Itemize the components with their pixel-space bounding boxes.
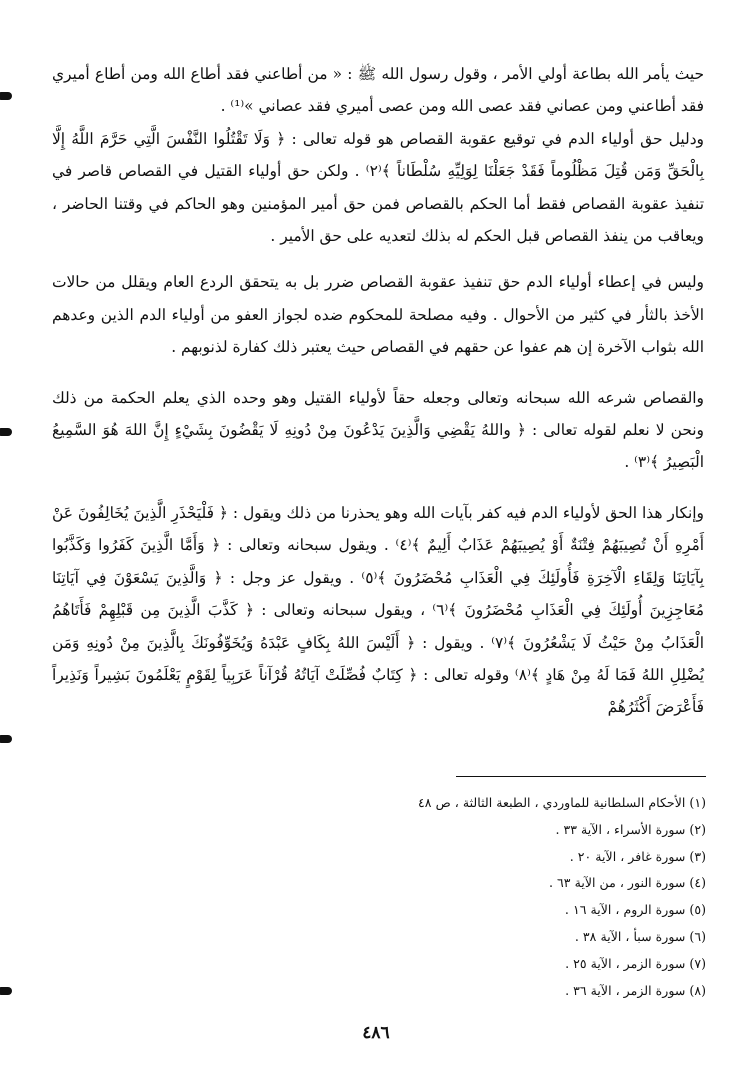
footnote-6: (٦) سورة سبأ ، الآية ٣٨ . bbox=[574, 928, 706, 944]
scan-edge-mark bbox=[0, 987, 14, 997]
footnote-4: (٤) سورة النور ، من الآية ٦٣ . bbox=[549, 875, 706, 891]
footnote-3: (٣) سورة غافر ، الآية ٢٠ . bbox=[569, 848, 706, 864]
footnote-divider bbox=[456, 776, 706, 777]
scan-edge-mark bbox=[0, 92, 14, 102]
page-number: ٤٨٦ bbox=[362, 1023, 390, 1043]
footnote-7: (٧) سورة الزمر ، الآية ٢٥ . bbox=[565, 955, 706, 971]
footnotes bbox=[300, 790, 706, 1004]
scan-edge-mark bbox=[0, 428, 14, 438]
footnote-1: (١) الأحكام السلطانية للماوردي ، الطبعة الثالثة ، ص ٤٨ bbox=[418, 795, 706, 810]
paragraph-deterrence: وليس في إعطاء أولياء الدم حق تنفيذ عقوبة القصاص ضرر بل به يتحقق الردع العام ويقلل من حالات الأخذ بالثأر في كثير من الأحوال . وفيه مصلحة للمحكوم ضده لجواز العفو من أولياء الدم الذين وعدهم الله بثواب الآخرة إن هم عفوا عن حقهم في القصاص حيث يعتبر ذلك كفارة لذنوبهم . bbox=[52, 273, 704, 357]
paragraph-evidence: ودليل حق أولياء الدم في توقيع عقوبة القصاص هو قوله تعالى : ﴿ وَلَا تَقْتُلُوا النَّفْسَ الَّتِي حَرَّمَ اللَّهُ إِلَّا بِالْحَقِّ وَمَن قُتِلَ مَظْلُوماً فَقَدْ جَعَلْنَا لِوَلِيِّهِ سُلْطَاناً ﴾⁽٢⁾ . ولكن حق أولياء القتيل في القصاص قاصر في تنفيذ عقوبة القصاص فقط أما الحكم بالقصاص فمن حق أمير المؤمنين وهو الحاكم في وقتنا الحاضر ، ويعاقب من ينفذ القصاص قبل الحكم له بذلك لتعديه على حق الأمير . bbox=[52, 129, 704, 246]
scan-edge-mark bbox=[0, 735, 14, 745]
footnote-8: (٨) سورة الزمر ، الآية ٣٦ . bbox=[565, 982, 706, 998]
main-text bbox=[52, 58, 704, 724]
paragraph-wisdom: والقصاص شرعه الله سبحانه وتعالى وجعله حقاً لأولياء القتيل وهو وحده الذي يعلم الحكمة من ذلك ونحن لا نعلم لقوله تعالى : ﴿ واللهُ يَقْضِي وَالَّذِينَ يَدْعُونَ مِنْ دُونِهِ لَا يَقْضُونَ بِشَيْءٍ إِنَّ اللهَ هُوَ السَّمِيعُ الْبَصِيرُ ﴾⁽٣⁾ . bbox=[52, 388, 704, 472]
paragraph-denial: وإنكار هذا الحق لأولياء الدم فيه كفر بآيات الله وهو يحذرنا من ذلك ويقول : ﴿ فَلْيَحْذَرِ الَّذِينَ يُخَالِفُونَ عَنْ أَمْرِهِ أَنْ تُصِيبَهُمْ فِتْنَةٌ أَوْ يُصِيبَهُمْ عَذَابٌ أَلِيمٌ ﴾⁽٤⁾ . ويقول سبحانه وتعالى : ﴿ وَأَمَّا الَّذِينَ كَفَرُوا وَكَذَّبُوا بِآيَاتِنَا وَلِقَاءِ الْآخِرَةِ فَأُولَئِكَ فِي الْعَذَابِ مُحْضَرُونَ ﴾⁽٥⁾ . ويقول عز وجل : ﴿ وَالَّذِينَ يَسْعَوْنَ فِي آيَاتِنَا مُعَاجِزِينَ أُولَئِكَ فِي الْعَذَابِ مُحْضَرُونَ ﴾⁽٦⁾ ، ويقول سبحانه وتعالى : ﴿ كَذَّبَ الَّذِينَ مِن قَبْلِهِمْ فَأَتَاهُمُ الْعَذَابُ مِنْ حَيْثُ لَا يَشْعُرُونَ ﴾⁽٧⁾ . ويقول : ﴿ أَلَيْسَ اللهُ بِكَافٍ عَبْدَهُ وَيُخَوِّفُونَكَ بِالَّذِينَ مِنْ دُونِهِ وَمَن يُضْلِلِ اللهُ فَمَا لَهُ مِنْ هَادٍ ﴾⁽٨⁾ وقوله تعالى : ﴿ كِتَابٌ فُصِّلَتْ آيَاتُهُ قُرْآناً عَرَبِياً لِقَوْمٍ يَعْلَمُونَ بَشِيراً وَنَذِيراً فَأَعْرَضَ أَكْثَرُهُمْ bbox=[52, 503, 705, 717]
paragraph-obedience: حيث يأمر الله بطاعة أولي الأمر ، وقول رسول الله ﷺ : « من أطاعني فقد أطاع الله ومن أطاع أميري فقد أطاعني ومن عصاني فقد عصى الله ومن عصى أميري فقد عصاني »⁽¹⁾ . bbox=[52, 65, 704, 116]
footnote-5: (٥) سورة الروم ، الآية ١٦ . bbox=[564, 902, 706, 918]
footnote-2: (٢) سورة الأسراء ، الآية ٣٣ . bbox=[555, 821, 706, 837]
